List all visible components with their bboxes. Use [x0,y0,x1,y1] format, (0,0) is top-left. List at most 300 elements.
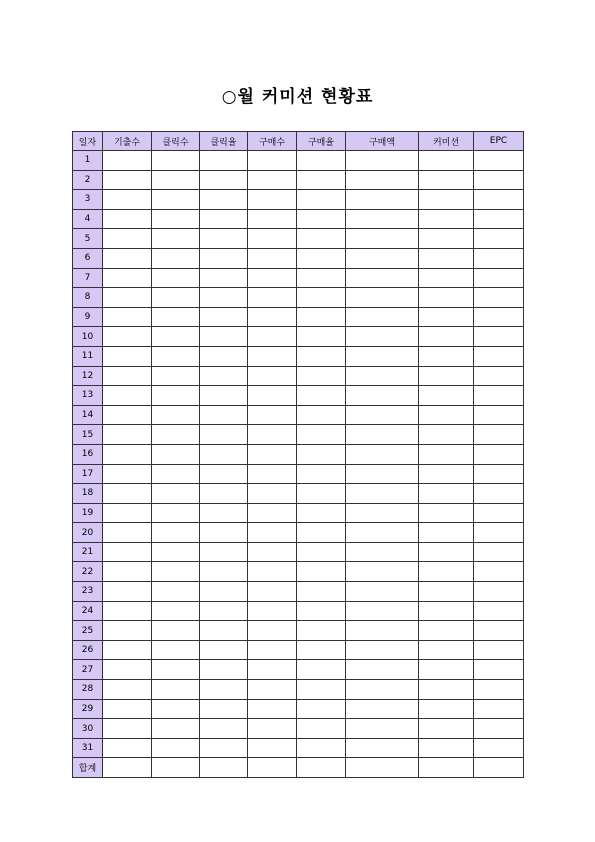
data-cell[interactable] [200,366,248,386]
table-row [73,562,524,582]
data-cell[interactable] [297,621,346,641]
data-cell[interactable] [419,327,474,347]
data-cell[interactable] [248,562,297,582]
data-cell[interactable] [346,582,419,602]
row-label: 13 [73,386,103,406]
data-cell[interactable] [419,425,474,445]
data-cell[interactable] [103,699,152,719]
data-cell[interactable] [248,464,297,484]
data-cell[interactable] [474,346,524,366]
data-cell[interactable] [297,523,346,543]
data-cell[interactable] [152,386,200,406]
data-cell[interactable] [248,288,297,308]
data-cell[interactable] [419,268,474,288]
data-cell[interactable] [200,660,248,680]
data-cell[interactable] [152,444,200,464]
data-cell[interactable] [103,229,152,249]
data-cell[interactable] [103,660,152,680]
data-cell[interactable] [200,680,248,700]
data-cell[interactable] [200,582,248,602]
data-cell[interactable] [103,601,152,621]
data-cell[interactable] [103,268,152,288]
data-cell[interactable] [346,680,419,700]
data-cell[interactable] [103,758,152,778]
data-cell[interactable] [474,444,524,464]
data-cell[interactable] [474,405,524,425]
data-cell[interactable] [297,464,346,484]
data-cell[interactable] [346,542,419,562]
data-cell[interactable] [474,503,524,523]
data-cell[interactable] [248,542,297,562]
data-cell[interactable] [103,366,152,386]
data-cell[interactable] [152,562,200,582]
row-label: 29 [73,699,103,719]
data-cell[interactable] [152,660,200,680]
data-cell[interactable] [297,719,346,739]
data-cell[interactable] [297,582,346,602]
data-cell[interactable] [346,288,419,308]
data-cell[interactable] [103,621,152,641]
data-cell[interactable] [152,680,200,700]
row-label: 15 [73,425,103,445]
data-cell[interactable] [419,680,474,700]
data-cell[interactable] [297,680,346,700]
data-cell[interactable] [152,405,200,425]
data-cell[interactable] [346,248,419,268]
data-cell[interactable] [200,405,248,425]
table-row [73,425,524,445]
data-cell[interactable] [248,719,297,739]
data-cell[interactable] [419,582,474,602]
data-cell[interactable] [152,170,200,190]
data-cell[interactable] [103,425,152,445]
data-cell[interactable] [474,523,524,543]
data-cell[interactable] [152,229,200,249]
row-label: 23 [73,582,103,602]
data-cell[interactable] [200,503,248,523]
table-row [73,758,524,778]
data-cell[interactable] [474,562,524,582]
data-cell[interactable] [200,699,248,719]
data-cell[interactable] [474,366,524,386]
data-cell[interactable] [346,601,419,621]
data-cell[interactable] [474,680,524,700]
row-label: 8 [73,288,103,308]
data-cell[interactable] [103,405,152,425]
data-cell[interactable] [346,444,419,464]
data-cell[interactable] [474,758,524,778]
data-cell[interactable] [200,444,248,464]
data-cell[interactable] [346,621,419,641]
data-cell[interactable] [248,484,297,504]
data-cell[interactable] [103,209,152,229]
data-cell[interactable] [346,405,419,425]
data-cell[interactable] [103,542,152,562]
data-cell[interactable] [152,151,200,171]
data-cell[interactable] [297,484,346,504]
data-cell[interactable] [419,523,474,543]
data-cell[interactable] [248,758,297,778]
table-row [73,699,524,719]
data-cell[interactable] [419,562,474,582]
data-cell[interactable] [474,542,524,562]
data-cell[interactable] [152,738,200,758]
data-cell[interactable] [297,562,346,582]
row-label: 6 [73,248,103,268]
data-cell[interactable] [200,386,248,406]
data-cell[interactable] [419,621,474,641]
data-cell[interactable] [297,738,346,758]
row-label: 10 [73,327,103,347]
data-cell[interactable] [103,151,152,171]
data-cell[interactable] [152,582,200,602]
data-cell[interactable] [297,268,346,288]
data-cell[interactable] [297,503,346,523]
data-cell[interactable] [419,699,474,719]
data-cell[interactable] [103,307,152,327]
data-cell[interactable] [248,601,297,621]
data-cell[interactable] [474,719,524,739]
row-label: 26 [73,640,103,660]
data-cell[interactable] [474,248,524,268]
data-cell[interactable] [419,503,474,523]
data-cell[interactable] [248,170,297,190]
data-cell[interactable] [248,209,297,229]
data-cell[interactable] [248,405,297,425]
data-cell[interactable] [419,444,474,464]
data-cell[interactable] [152,190,200,210]
data-cell[interactable] [103,386,152,406]
data-cell[interactable] [297,660,346,680]
data-cell[interactable] [474,601,524,621]
data-cell[interactable] [152,346,200,366]
data-cell[interactable] [200,464,248,484]
data-cell[interactable] [474,229,524,249]
data-cell[interactable] [103,738,152,758]
data-cell[interactable] [419,288,474,308]
data-cell[interactable] [419,229,474,249]
data-cell[interactable] [346,562,419,582]
data-cell[interactable] [152,464,200,484]
data-cell[interactable] [200,425,248,445]
data-cell[interactable] [297,346,346,366]
data-cell[interactable] [103,444,152,464]
header-impressions: 기출수 [103,132,152,151]
data-cell[interactable] [346,268,419,288]
page-title: ○월 커미션 현황표 [221,87,374,107]
data-cell[interactable] [474,484,524,504]
row-label: 28 [73,680,103,700]
data-cell[interactable] [419,386,474,406]
table-row [73,640,524,660]
row-label: 24 [73,601,103,621]
data-cell[interactable] [152,327,200,347]
data-cell[interactable] [474,151,524,171]
data-cell[interactable] [200,719,248,739]
data-cell[interactable] [200,542,248,562]
data-cell[interactable] [474,386,524,406]
data-cell[interactable] [346,660,419,680]
table-row [73,582,524,602]
table-row [73,327,524,347]
header-purchase-rate: 구매율 [297,132,346,151]
data-cell[interactable] [103,346,152,366]
data-cell[interactable] [152,523,200,543]
table-row [73,346,524,366]
data-cell[interactable] [297,307,346,327]
data-cell[interactable] [248,229,297,249]
data-cell[interactable] [103,640,152,660]
data-cell[interactable] [419,366,474,386]
data-cell[interactable] [419,405,474,425]
header-epc: EPC [474,132,524,151]
data-cell[interactable] [474,209,524,229]
row-label: 18 [73,484,103,504]
data-cell[interactable] [248,268,297,288]
data-cell[interactable] [297,758,346,778]
data-cell[interactable] [346,523,419,543]
data-cell[interactable] [248,366,297,386]
data-cell[interactable] [248,503,297,523]
data-cell[interactable] [103,562,152,582]
row-label: 9 [73,307,103,327]
data-cell[interactable] [103,523,152,543]
data-cell[interactable] [474,268,524,288]
data-cell[interactable] [248,738,297,758]
data-cell[interactable] [103,503,152,523]
data-cell[interactable] [346,229,419,249]
table-row [73,229,524,249]
data-cell[interactable] [200,170,248,190]
row-label: 합계 [73,758,103,778]
data-cell[interactable] [346,170,419,190]
data-cell[interactable] [419,307,474,327]
data-cell[interactable] [200,738,248,758]
data-cell[interactable] [346,425,419,445]
data-cell[interactable] [248,151,297,171]
data-cell[interactable] [419,209,474,229]
row-label: 31 [73,738,103,758]
data-cell[interactable] [346,738,419,758]
table-row [73,151,524,171]
data-cell[interactable] [474,640,524,660]
data-cell[interactable] [200,307,248,327]
data-cell[interactable] [346,640,419,660]
data-cell[interactable] [297,151,346,171]
data-cell[interactable] [346,386,419,406]
data-cell[interactable] [474,464,524,484]
data-cell[interactable] [152,288,200,308]
data-cell[interactable] [346,346,419,366]
data-cell[interactable] [152,601,200,621]
table-row [73,464,524,484]
data-cell[interactable] [297,248,346,268]
data-cell[interactable] [152,719,200,739]
data-cell[interactable] [297,640,346,660]
data-cell[interactable] [346,366,419,386]
data-cell[interactable] [248,660,297,680]
data-cell[interactable] [152,268,200,288]
data-cell[interactable] [248,386,297,406]
data-cell[interactable] [297,229,346,249]
data-cell[interactable] [297,386,346,406]
data-cell[interactable] [474,621,524,641]
commission-table [72,131,524,778]
data-cell[interactable] [248,640,297,660]
data-cell[interactable] [152,307,200,327]
data-cell[interactable] [248,680,297,700]
data-cell[interactable] [474,582,524,602]
data-cell[interactable] [419,248,474,268]
data-cell[interactable] [152,248,200,268]
data-cell[interactable] [248,307,297,327]
data-cell[interactable] [103,170,152,190]
header-purchase-amount: 구매액 [346,132,419,151]
row-label: 14 [73,405,103,425]
data-cell[interactable] [419,640,474,660]
table-row [73,601,524,621]
data-cell[interactable] [474,288,524,308]
data-cell[interactable] [103,248,152,268]
row-label: 11 [73,346,103,366]
data-cell[interactable] [152,542,200,562]
header-row [73,132,524,151]
table-row [73,248,524,268]
data-cell[interactable] [419,190,474,210]
data-cell[interactable] [474,170,524,190]
data-cell[interactable] [248,425,297,445]
data-cell[interactable] [346,503,419,523]
data-cell[interactable] [419,346,474,366]
data-cell[interactable] [297,209,346,229]
data-cell[interactable] [248,699,297,719]
data-cell[interactable] [152,621,200,641]
data-cell[interactable] [297,542,346,562]
data-cell[interactable] [346,307,419,327]
data-cell[interactable] [152,484,200,504]
data-cell[interactable] [152,503,200,523]
data-cell[interactable] [346,719,419,739]
data-cell[interactable] [103,484,152,504]
row-label: 27 [73,660,103,680]
data-cell[interactable] [200,268,248,288]
data-cell[interactable] [297,405,346,425]
data-cell[interactable] [297,288,346,308]
data-cell[interactable] [474,738,524,758]
data-cell[interactable] [346,758,419,778]
row-label: 22 [73,562,103,582]
data-cell[interactable] [419,660,474,680]
data-cell[interactable] [297,425,346,445]
data-cell[interactable] [419,170,474,190]
header-commission: 커미션 [419,132,474,151]
data-cell[interactable] [297,601,346,621]
data-cell[interactable] [474,190,524,210]
data-cell[interactable] [297,444,346,464]
data-cell[interactable] [297,327,346,347]
data-cell[interactable] [419,484,474,504]
data-cell[interactable] [103,680,152,700]
data-cell[interactable] [152,699,200,719]
data-cell[interactable] [200,484,248,504]
data-cell[interactable] [346,699,419,719]
data-cell[interactable] [200,151,248,171]
data-cell[interactable] [346,327,419,347]
data-cell[interactable] [346,484,419,504]
data-cell[interactable] [200,562,248,582]
data-cell[interactable] [474,425,524,445]
data-cell[interactable] [200,346,248,366]
data-cell[interactable] [200,248,248,268]
data-cell[interactable] [474,699,524,719]
data-cell[interactable] [103,582,152,602]
data-cell[interactable] [200,327,248,347]
data-cell[interactable] [200,601,248,621]
data-cell[interactable] [248,346,297,366]
data-cell[interactable] [248,523,297,543]
data-cell[interactable] [200,209,248,229]
row-label: 21 [73,542,103,562]
data-cell[interactable] [200,229,248,249]
data-cell[interactable] [419,601,474,621]
data-cell[interactable] [200,640,248,660]
table-row [73,307,524,327]
data-cell[interactable] [248,190,297,210]
data-cell[interactable] [152,640,200,660]
data-cell[interactable] [346,190,419,210]
data-cell[interactable] [419,151,474,171]
data-cell[interactable] [248,444,297,464]
row-label: 2 [73,170,103,190]
data-cell[interactable] [248,327,297,347]
data-cell[interactable] [103,190,152,210]
data-cell[interactable] [103,327,152,347]
data-cell[interactable] [152,758,200,778]
data-cell[interactable] [297,699,346,719]
data-cell[interactable] [200,288,248,308]
data-cell[interactable] [297,190,346,210]
data-cell[interactable] [200,621,248,641]
data-cell[interactable] [474,327,524,347]
data-cell[interactable] [474,307,524,327]
data-cell[interactable] [419,542,474,562]
data-cell[interactable] [200,523,248,543]
data-cell[interactable] [152,366,200,386]
data-cell[interactable] [103,719,152,739]
data-cell[interactable] [103,288,152,308]
data-cell[interactable] [419,719,474,739]
data-cell[interactable] [346,209,419,229]
data-cell[interactable] [419,738,474,758]
data-cell[interactable] [346,464,419,484]
data-cell[interactable] [346,151,419,171]
data-cell[interactable] [103,464,152,484]
data-cell[interactable] [152,209,200,229]
data-cell[interactable] [419,464,474,484]
data-cell[interactable] [200,758,248,778]
data-cell[interactable] [419,758,474,778]
data-cell[interactable] [474,660,524,680]
data-cell[interactable] [248,248,297,268]
row-label: 4 [73,209,103,229]
data-cell[interactable] [297,170,346,190]
data-cell[interactable] [200,190,248,210]
data-cell[interactable] [248,621,297,641]
data-cell[interactable] [152,425,200,445]
row-label: 30 [73,719,103,739]
data-cell[interactable] [248,582,297,602]
data-cell[interactable] [297,366,346,386]
